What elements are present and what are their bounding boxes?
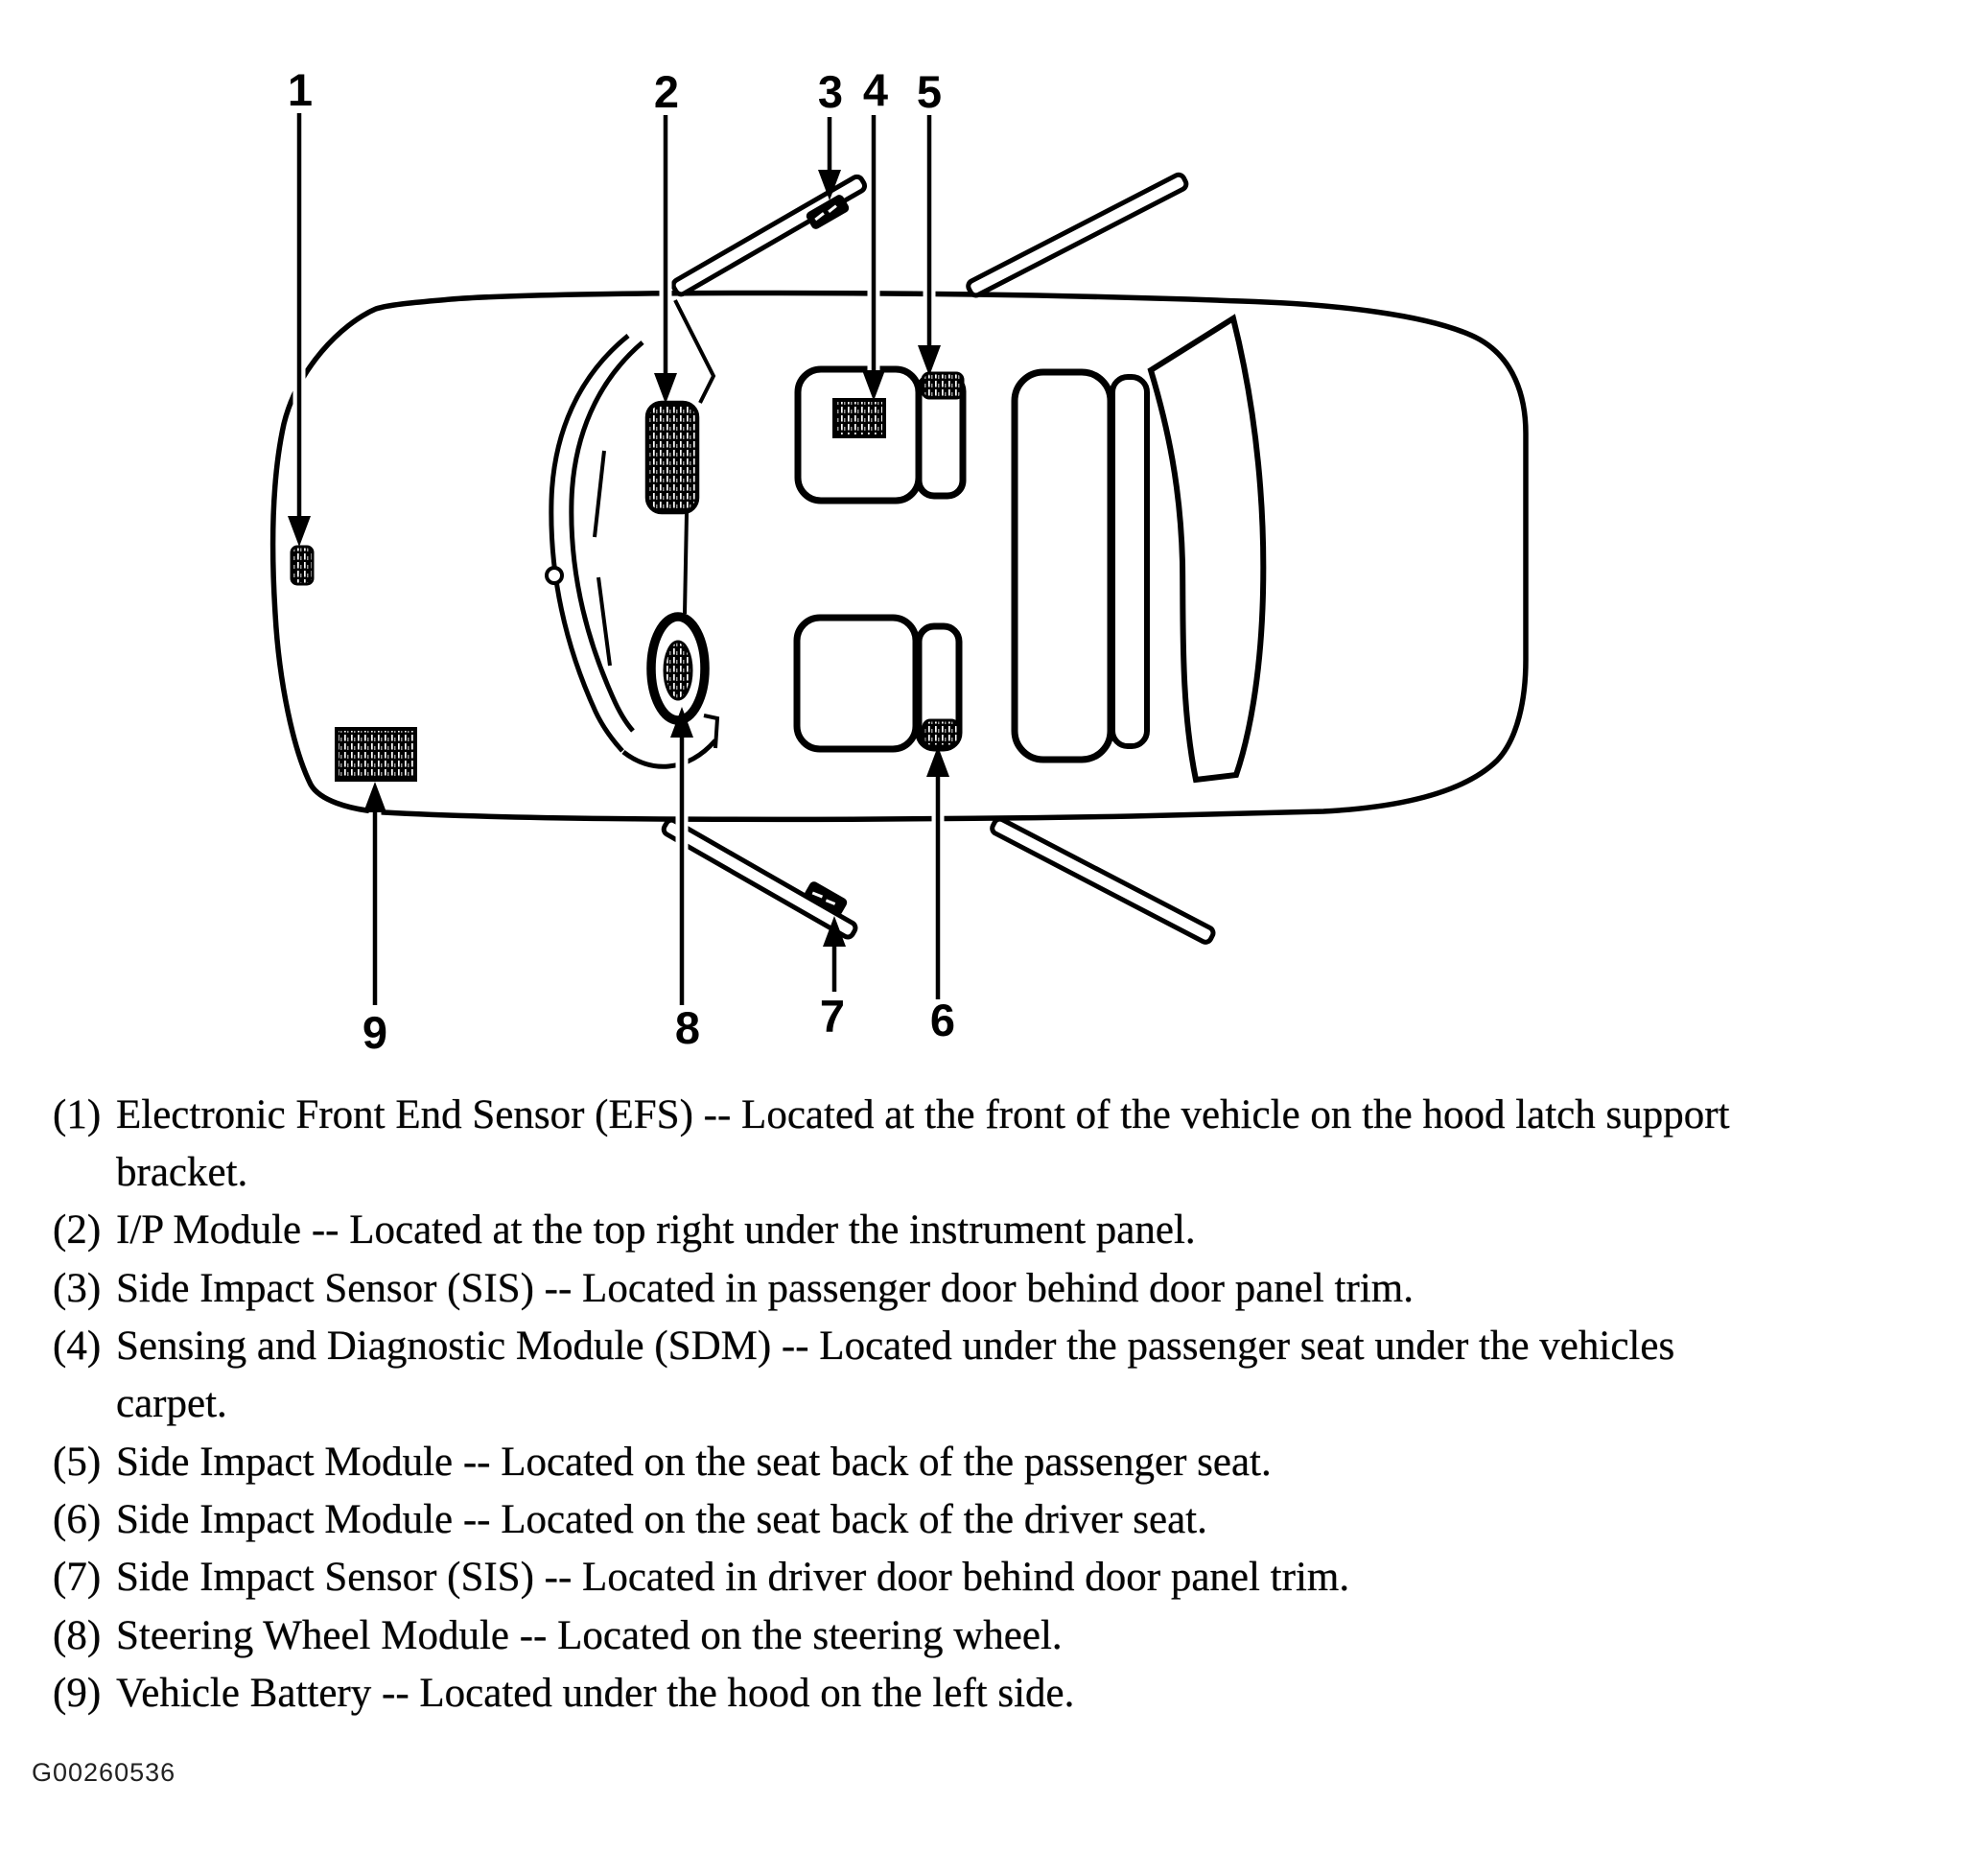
legend-item-number: (5) bbox=[53, 1440, 102, 1485]
efs-sensor bbox=[292, 547, 313, 584]
legend-item-number: (6) bbox=[53, 1497, 102, 1542]
legend-item-text: Steering Wheel Module -- Located on the steering wheel. bbox=[116, 1613, 1063, 1658]
callout-label-5: 5 bbox=[916, 66, 943, 117]
legend-item-number: (2) bbox=[53, 1207, 102, 1253]
side-impact-module-driver bbox=[924, 720, 958, 746]
wiper-pivot bbox=[547, 568, 562, 583]
callout-label-9: 9 bbox=[362, 1007, 388, 1058]
legend-item-text: Electronic Front End Sensor (EFS) -- Located at the front of the vehicle on the hood latch support bbox=[116, 1092, 1730, 1137]
legend-item-text: Side Impact Sensor (SIS) -- Located in passenger door behind door panel trim. bbox=[116, 1266, 1414, 1311]
dash-module-link bbox=[685, 513, 687, 614]
legend-item-text: Side Impact Module -- Located on the seat back of the driver seat. bbox=[116, 1497, 1207, 1542]
vehicle-battery bbox=[337, 729, 415, 780]
legend-item-number: (4) bbox=[53, 1324, 102, 1369]
callout-label-6: 6 bbox=[929, 995, 956, 1045]
callout-label-3: 3 bbox=[817, 66, 844, 117]
legend-item-text: Side Impact Sensor (SIS) -- Located in driver door behind door panel trim. bbox=[116, 1555, 1350, 1600]
callout-9 bbox=[363, 782, 387, 1058]
door-front-passenger bbox=[671, 175, 867, 296]
callout-3 bbox=[818, 66, 843, 200]
legend-item-text: carpet. bbox=[116, 1381, 227, 1426]
door-rear-driver bbox=[991, 817, 1215, 944]
door-rear-passenger bbox=[967, 173, 1188, 297]
legend-item-number: (7) bbox=[53, 1555, 102, 1600]
callout-label-2: 2 bbox=[653, 66, 680, 117]
seat-driver-cushion bbox=[797, 618, 916, 749]
callout-label-7: 7 bbox=[819, 991, 846, 1042]
legend-item-text: I/P Module -- Located at the top right under the instrument panel. bbox=[116, 1207, 1196, 1253]
callout-label-1: 1 bbox=[287, 64, 314, 115]
rear-seat-front bbox=[1112, 377, 1147, 746]
steering-wheel-module bbox=[665, 642, 691, 699]
rear-seat-back bbox=[1015, 372, 1111, 760]
sdm-module bbox=[834, 400, 884, 436]
legend-item-text: bracket. bbox=[116, 1150, 248, 1195]
legend-item-text: Side Impact Module -- Located on the seat back of the passenger seat. bbox=[116, 1440, 1272, 1485]
door-front-driver bbox=[662, 818, 857, 939]
figure-id: G00260536 bbox=[32, 1758, 176, 1787]
legend-item-number: (3) bbox=[53, 1266, 102, 1311]
legend-item-number: (9) bbox=[53, 1671, 102, 1716]
callout-label-8: 8 bbox=[674, 1002, 701, 1053]
legend-item-number: (1) bbox=[53, 1092, 102, 1137]
ip-module bbox=[647, 403, 697, 512]
legend-item-number: (8) bbox=[53, 1613, 102, 1658]
side-impact-module-passenger bbox=[923, 373, 963, 398]
legend-item-text: Vehicle Battery -- Located under the hood on the left side. bbox=[116, 1671, 1075, 1716]
legend-item-text: Sensing and Diagnostic Module (SDM) -- Located under the passenger seat under the vehicles bbox=[116, 1324, 1675, 1369]
callout-label-4: 4 bbox=[862, 64, 889, 115]
